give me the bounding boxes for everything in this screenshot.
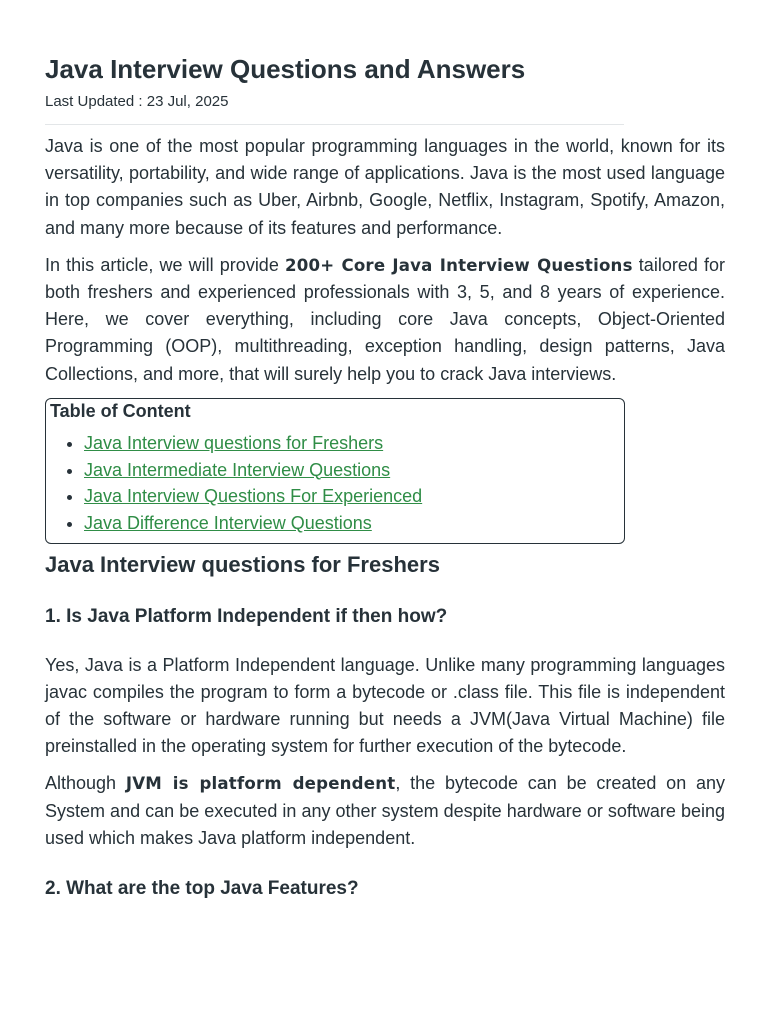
toc-link-experienced[interactable]: Java Interview Questions For Experienced xyxy=(84,486,423,507)
intro-paragraph: Java is one of the most popular programming languages in the world, known for its versatility, portability, and wide range of applications. Java is the most used language in top companies such as Uber, Airbnb, Google, Netflix, Instagram, Spotify, Amazon, and many more because of its features and performance. xyxy=(45,136,725,238)
toc-item xyxy=(84,483,624,510)
answer-text-after: , the bytecode can be created on any System and can be executed in any other system despite hardware or software being used which makes Java platform independent. xyxy=(45,773,726,848)
toc-title: Table of Content xyxy=(50,400,191,421)
question-2-heading: 2. What are the top Java Features? xyxy=(45,878,359,900)
toc-item xyxy=(84,510,624,537)
scope-text-before: In this article, we will provide xyxy=(45,254,285,275)
question-1-heading: 1. Is Java Platform Independent if then how? xyxy=(45,605,448,627)
toc-link-freshers[interactable]: Java Interview questions for Freshers xyxy=(84,432,384,453)
table-of-contents xyxy=(45,398,625,544)
toc-list xyxy=(50,430,624,537)
scope-text-after: tailored for both freshers and experienced professionals with 3, 5, and 8 years of experience. Here, we cover everything, including core Java concepts, Object-Oriented Programming (OOP), multithreading, exception handling, design patterns, Java Collections, and more, that will surely help you to crack Java interviews. xyxy=(45,254,725,384)
scope-highlight: 200+ Core Java Interview Questions xyxy=(284,255,633,275)
answer-highlight: JVM is platform dependent xyxy=(125,774,396,794)
toc-item xyxy=(84,457,624,484)
section-heading-freshers: Java Interview questions for Freshers xyxy=(45,551,440,577)
question-1-answer-p1: Yes, Java is a Platform Independent language. Unlike many programming languages javac compiles the program to form a bytecode or .class file. This file is independent of the software or hardware running but needs a JVM(Java Virtual Machine) file preinstalled in the operating system for further execution of the bytecode. xyxy=(45,654,725,757)
toc-link-intermediate[interactable]: Java Intermediate Interview Questions xyxy=(84,459,391,480)
page-title: Java Interview Questions and Answers xyxy=(45,54,526,84)
question-1-answer-p2 xyxy=(45,770,725,852)
last-updated-date: Last Updated : 23 Jul, 2025 xyxy=(45,93,229,110)
answer-text-before: Although xyxy=(45,773,126,794)
scope-paragraph xyxy=(45,252,725,388)
toc-link-difference[interactable]: Java Difference Interview Questions xyxy=(84,512,372,533)
toc-item xyxy=(84,430,624,457)
header-divider xyxy=(45,124,624,125)
